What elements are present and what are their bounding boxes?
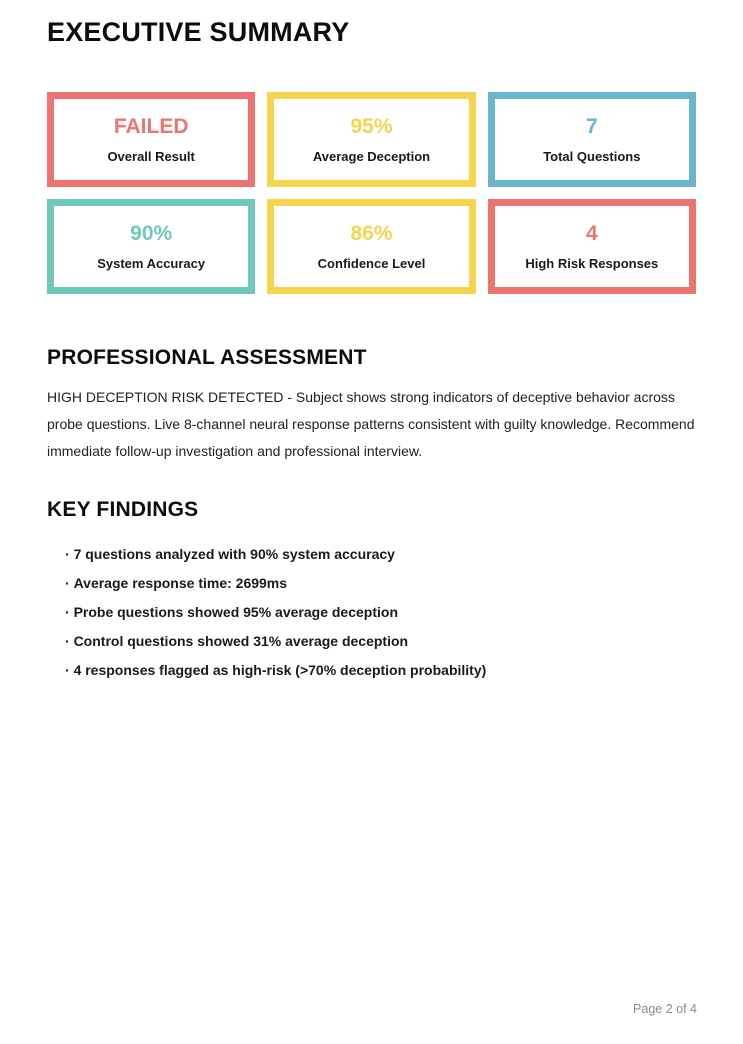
stat-card-overall-result [47, 92, 255, 187]
key-finding-item: · Probe questions showed 95% average deception [65, 598, 696, 627]
stat-card-average-deception [267, 92, 475, 187]
page-title: EXECUTIVE SUMMARY [47, 17, 350, 47]
stat-value: 86% [350, 222, 393, 245]
professional-assessment-body: HIGH DECEPTION RISK DETECTED - Subject shows strong indicators of deceptive behavior across probe questions. Live 8-channel neural response patterns consistent with guilty knowledge. Recommend immediate follow-up investigation and professional interview. [47, 389, 695, 459]
summary-cards-grid [47, 92, 696, 294]
stat-card-high-risk-responses [488, 199, 696, 294]
key-finding-item: · 7 questions analyzed with 90% system accuracy [65, 540, 696, 569]
stat-card-total-questions [488, 92, 696, 187]
key-findings-heading: KEY FINDINGS [47, 498, 199, 521]
key-finding-item: · Average response time: 2699ms [65, 569, 696, 598]
stat-label: Overall Result [107, 149, 195, 164]
stat-value: 90% [130, 222, 173, 245]
stat-label: Total Questions [543, 149, 641, 164]
stat-card-confidence-level [267, 199, 475, 294]
stat-label: High Risk Responses [525, 256, 659, 271]
page-number: Page 2 of 4 [633, 1002, 697, 1016]
key-finding-item: · 4 responses flagged as high-risk (>70% deception probability) [65, 656, 696, 685]
stat-value: 4 [585, 222, 598, 245]
stat-card-system-accuracy [47, 199, 255, 294]
stat-label: Confidence Level [317, 256, 426, 271]
professional-assessment-heading: PROFESSIONAL ASSESSMENT [47, 346, 367, 369]
key-findings-list [47, 540, 696, 685]
key-finding-item: · Control questions showed 31% average deception [65, 627, 696, 656]
stat-value: FAILED [113, 115, 189, 138]
stat-label: Average Deception [312, 149, 431, 164]
stat-label: System Accuracy [97, 256, 206, 271]
stat-value: 95% [350, 115, 393, 138]
stat-value: 7 [585, 115, 598, 138]
